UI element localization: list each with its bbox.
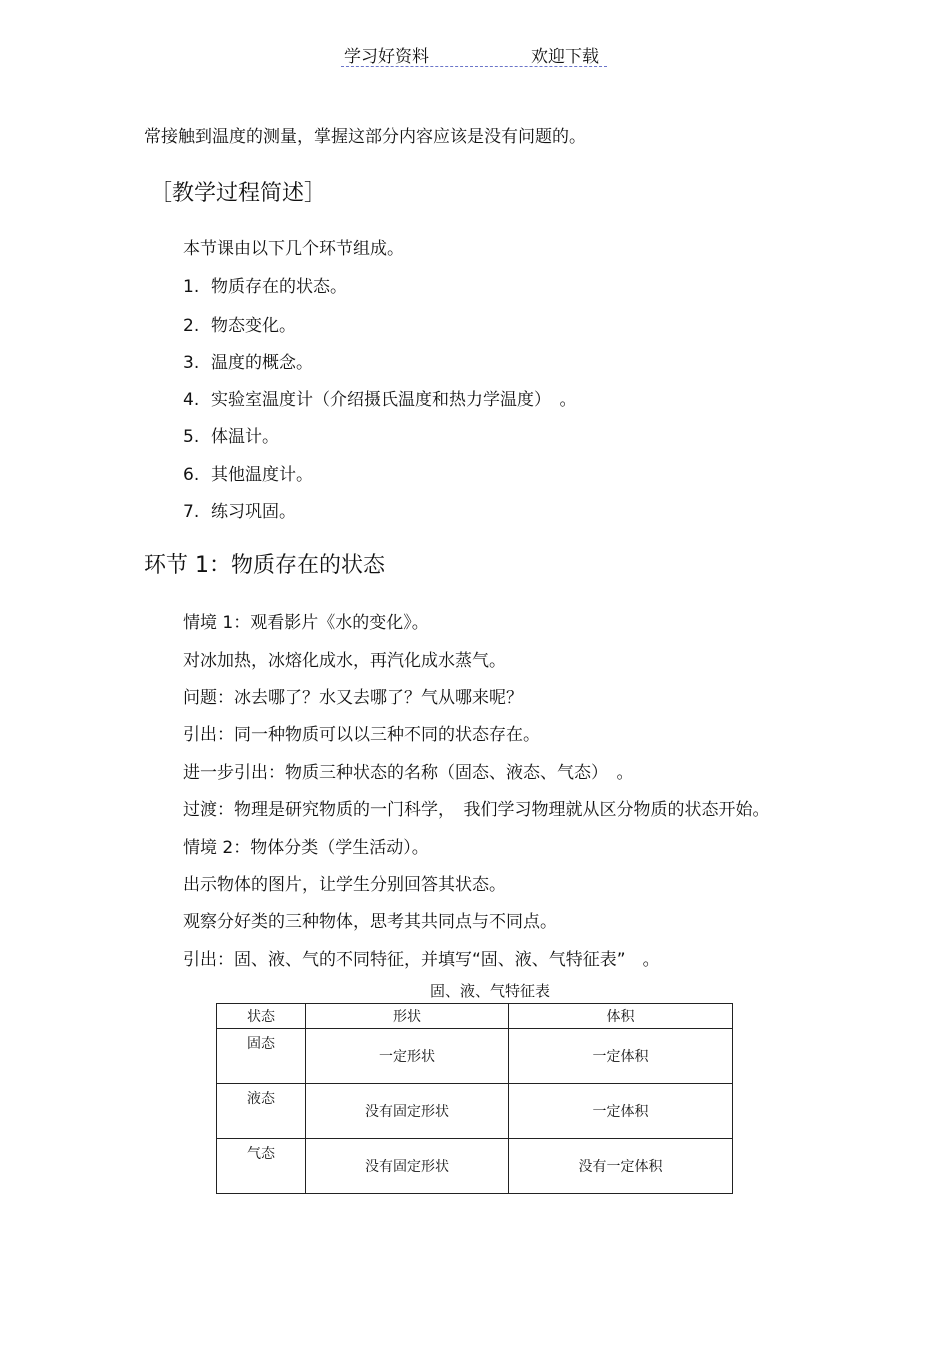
cell-state: 液态 xyxy=(217,1084,306,1139)
header-shape: 形状 xyxy=(306,1004,509,1029)
cell-volume: 一定体积 xyxy=(509,1084,733,1139)
cell-shape: 没有固定形状 xyxy=(306,1084,509,1139)
overview-lead: 本节课由以下几个环节组成。 xyxy=(183,239,404,259)
paragraph: 引出：同一种物质可以以三种不同的状态存在。 xyxy=(183,725,540,745)
table-caption: 固、液、气特征表 xyxy=(430,982,551,1000)
list-text: 物质存在的状态。 xyxy=(211,277,347,297)
paragraph: 问题：冰去哪了？水又去哪了？气从哪来呢？ xyxy=(183,688,523,708)
list-number: 6. xyxy=(183,465,200,485)
cell-state: 气态 xyxy=(217,1139,306,1194)
cell-volume: 一定体积 xyxy=(509,1029,733,1084)
list-text: 体温计。 xyxy=(211,427,279,447)
paragraph: 出示物体的图片，让学生分别回答其状态。 xyxy=(183,875,506,895)
list-item xyxy=(183,464,313,486)
list-number: 1. xyxy=(183,277,200,297)
header-volume: 体积 xyxy=(509,1004,733,1029)
overview-title: ［教学过程简述］ xyxy=(150,181,327,206)
cell-shape: 没有固定形状 xyxy=(306,1139,509,1194)
paragraph: 情境 2：物体分类（学生活动）。 xyxy=(183,838,429,858)
paragraph: 观察分好类的三种物体，思考其共同点与不同点。 xyxy=(183,912,557,932)
header-right-text: 欢迎下载 xyxy=(531,47,599,67)
list-number: 4. xyxy=(183,390,200,410)
list-number: 3. xyxy=(183,353,200,373)
features-table xyxy=(216,1003,733,1194)
list-item xyxy=(183,426,279,448)
intro-line: 常接触到温度的测量，掌握这部分内容应该是没有问题的。 xyxy=(144,127,586,147)
cell-state: 固态 xyxy=(217,1029,306,1084)
list-text: 练习巩固。 xyxy=(211,502,296,522)
header-state: 状态 xyxy=(217,1004,306,1029)
table-header-row xyxy=(217,1004,733,1029)
list-text: 其他温度计。 xyxy=(211,465,313,485)
list-number: 7. xyxy=(183,502,200,522)
cell-shape: 一定形状 xyxy=(306,1029,509,1084)
header-left-text: 学习好资料 xyxy=(344,47,429,67)
list-number: 5. xyxy=(183,427,200,447)
table-row xyxy=(217,1139,733,1194)
list-item xyxy=(183,315,296,337)
paragraph: 情境 1：观看影片《水的变化》。 xyxy=(183,613,429,633)
paragraph: 进一步引出：物质三种状态的名称（固态、液态、气态） 。 xyxy=(183,763,634,783)
cell-volume: 没有一定体积 xyxy=(509,1139,733,1194)
list-item xyxy=(183,352,313,374)
paragraph: 引出：固、液、气的不同特征，并填写“固、液、气特征表” 。 xyxy=(183,950,660,970)
table-row xyxy=(217,1029,733,1084)
list-item xyxy=(183,501,296,523)
page-header xyxy=(341,40,607,67)
list-text: 实验室温度计（介绍摄氏温度和热力学温度） 。 xyxy=(211,390,577,410)
list-text: 物态变化。 xyxy=(211,316,296,336)
paragraph: 过渡：物理是研究物质的一门科学， 我们学习物理就从区分物质的状态开始。 xyxy=(183,800,770,820)
paragraph: 对冰加热，冰熔化成水，再汽化成水蒸气。 xyxy=(183,651,506,671)
list-item xyxy=(183,389,577,411)
list-text: 温度的概念。 xyxy=(211,353,313,373)
table-row xyxy=(217,1084,733,1139)
list-number: 2. xyxy=(183,316,200,336)
section-1-title: 环节 1：物质存在的状态 xyxy=(144,553,385,578)
list-item xyxy=(183,276,347,298)
